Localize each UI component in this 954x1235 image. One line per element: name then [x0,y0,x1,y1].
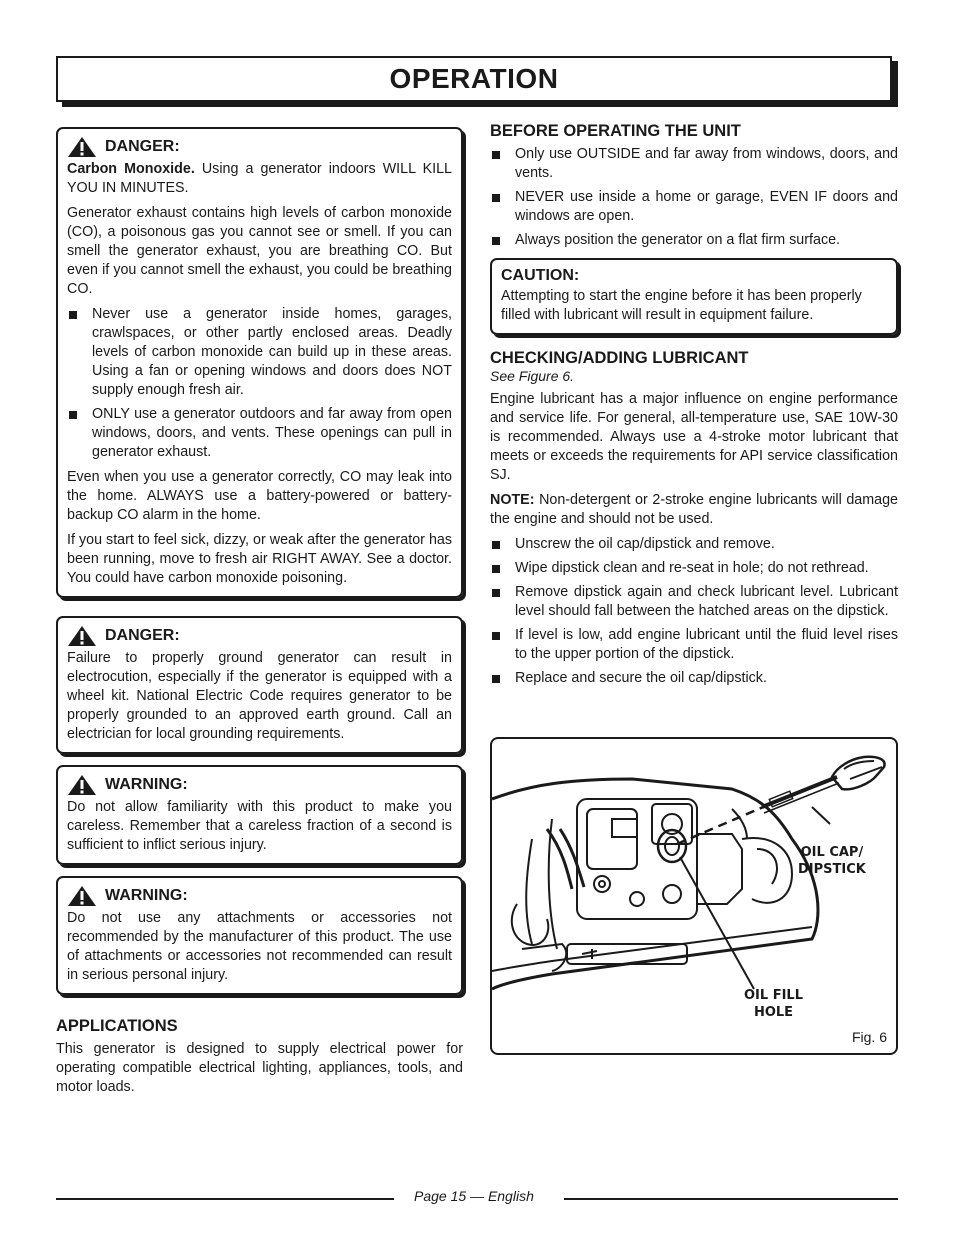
warning-heading [67,774,452,796]
oil-fill-hole-label [744,987,803,1021]
applications-paragraph: This generator is designed to supply electrical power for operating compatible electrical lighting, appliances, tools, and motor loads. [56,1041,463,1095]
danger-lead-bold: Carbon Monoxide. [67,161,195,177]
page-number: Page 15 — English [414,1188,534,1204]
page-footer [56,1188,898,1208]
warning-paragraph: Do not use any attachments or accessories not recommended by the manufacturer of this product. The use of attachments or accessories not recommended can result in serious personal injury. [67,910,452,983]
caution-paragraph: Attempting to start the engine before it has been properly filled with lubricant will result in equipment failure. [501,288,862,323]
oil-cap-label-line2: DIPSTICK [798,862,866,877]
warning-triangle-icon [67,885,97,907]
list-item: Remove dipstick again and check lubricant level. Lubricant level should fall between the hatched areas on the dipstick. [490,583,898,621]
list-item: Only use OUTSIDE and far away from windows, doors, and vents. [490,145,898,183]
oil-cap-label-line1: OIL CAP/ [800,845,864,860]
before-operating-list [490,145,898,250]
danger-box-carbon-monoxide [56,127,463,598]
lubricant-paragraph: Engine lubricant has a major influence on engine performance and service life. For general, all-temperature use, SAE 10W-30 is recommended. Always use a 4-stroke motor lubricant that meets or exceeds the requirements for API service classification SJ. [490,391,898,483]
danger-paragraph: Generator exhaust contains high levels of carbon monoxide (CO), a poisonous gas you cannot see or smell. If you can smell the generator exhaust, you are breathing CO. But even if you cannot smell the exhaust, you could be breathing CO. [67,205,452,297]
list-item: Wipe dipstick clean and re-seat in hole; do not rethread. [490,559,898,578]
warning-box-familiarity [56,765,463,865]
note-text: Non-detergent or 2-stroke engine lubricants will damage the engine and should not be used. [490,492,898,527]
caution-box [490,258,898,335]
figure-6 [490,737,898,1055]
warning-triangle-icon [67,625,97,647]
footer-rule-left [56,1198,394,1200]
left-column [56,127,463,1103]
warning-triangle-icon [67,774,97,796]
before-operating-heading: BEFORE OPERATING THE UNIT [490,122,741,140]
warning-heading-text: WARNING: [105,776,188,793]
warning-heading [67,885,452,907]
warning-box-attachments [56,876,463,995]
footer-rule-right [564,1198,898,1200]
list-item: If level is low, add engine lubricant until the fluid level rises to the upper portion of the dipstick. [490,626,898,664]
list-item: ONLY use a generator outdoors and far away from open windows, doors, and vents. These openings can pull in generator exhaust. [67,405,452,462]
note-label: NOTE: [490,492,535,508]
caution-heading [501,267,887,285]
danger-heading-text: DANGER: [105,627,180,644]
oil-cap-label [798,844,866,878]
danger-paragraph: Failure to properly ground generator can result in electrocution, especially if the generator is equipped with a wheel kit. National Electric Code requires generator to be properly grounded to an approved earth ground. Call an electrician for local grounding requirements. [67,650,452,742]
warning-triangle-icon [67,136,97,158]
list-item: Always position the generator on a flat firm surface. [490,231,898,250]
oil-fill-label-line1: OIL FILL [744,988,803,1003]
page-title-box [56,56,892,102]
list-item: Replace and secure the oil cap/dipstick. [490,669,898,688]
danger-paragraph: If you start to feel sick, dizzy, or weak after the generator has been running, move to fresh air RIGHT AWAY. See a doctor. You could have carbon monoxide poisoning. [67,532,452,586]
generator-illustration [492,739,896,1053]
caution-heading-text: CAUTION: [501,267,580,284]
lubricant-note [490,491,898,529]
danger-paragraph: Even when you use a generator correctly, CO may leak into the home. ALWAYS use a battery-powered or battery-backup CO alarm in the home. [67,469,452,523]
danger-bullet-list [67,305,452,462]
figure-number: Fig. 6 [851,1029,887,1045]
list-item: Unscrew the oil cap/dipstick and remove. [490,535,898,554]
danger-lead-rest: Using a generator indoors WILL KILL YOU IN MINUTES. [67,161,452,196]
list-item: Never use a generator inside homes, garages, crawlspaces, or other partly enclosed areas. Deadly levels of carbon monoxide can build up in these areas. Using a fan or opening windows and doors does NOT supply enough fresh air. [67,305,452,400]
danger-heading-text: DANGER: [105,138,180,155]
page-title: OPERATION [389,63,559,94]
oil-fill-label-line2: HOLE [753,1005,794,1020]
lubricant-steps-list [490,535,898,688]
danger-heading [67,625,452,647]
danger-box-grounding [56,616,463,754]
warning-paragraph: Do not allow familiarity with this product to make you careless. Remember that a careless fraction of a second is sufficient to inflict serious injury. [67,799,452,853]
danger-lead [67,160,452,198]
list-item: NEVER use inside a home or garage, EVEN IF doors and windows are open. [490,188,898,226]
warning-heading-text: WARNING: [105,887,188,904]
lubricant-heading: CHECKING/ADDING LUBRICANT [490,349,749,367]
figure-reference: See Figure 6. [490,368,575,384]
applications-heading: APPLICATIONS [56,1017,178,1035]
right-column [490,122,898,694]
danger-heading [67,136,452,158]
